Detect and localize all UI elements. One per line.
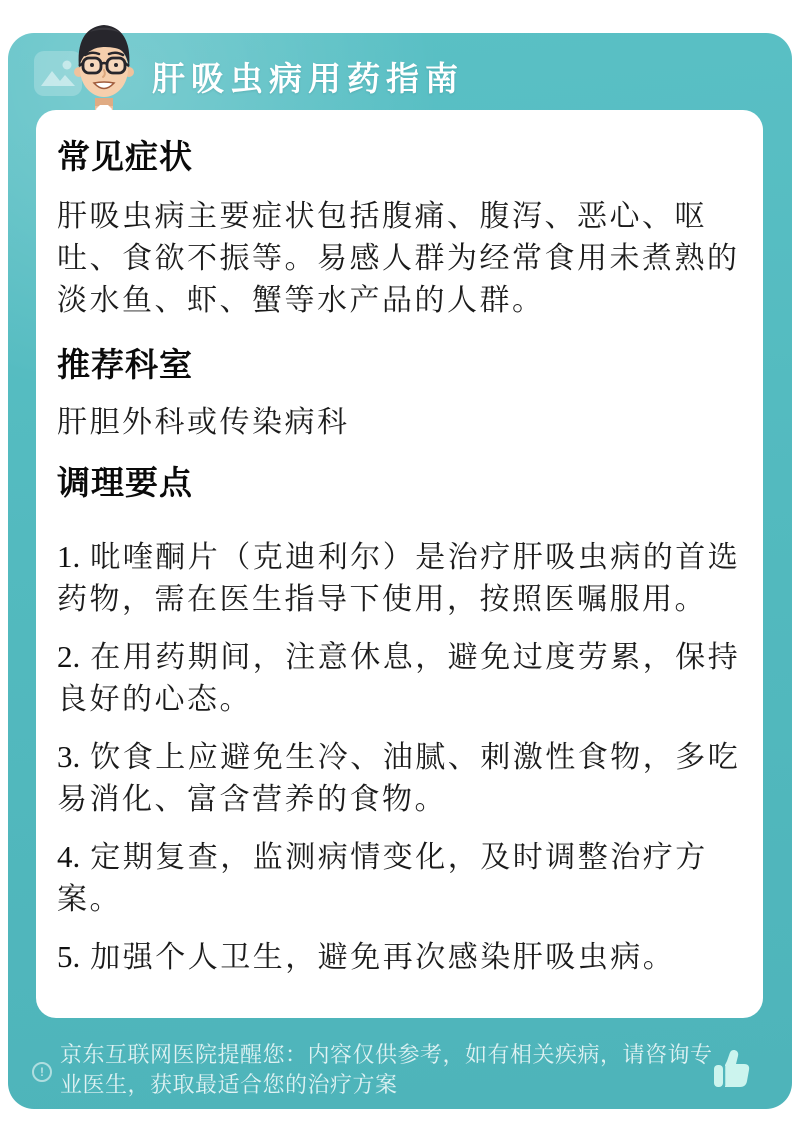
care-item	[57, 636, 742, 721]
care-item-text: 吡喹酮片（克迪利尔）是治疗肝吸虫病的首选药物，需在医生指导下使用，按照医嘱服用。	[57, 541, 741, 616]
section-heading-care: 调理要点	[57, 464, 193, 501]
section-heading-department: 推荐科室	[57, 346, 193, 383]
care-item-number: 1.	[57, 539, 81, 574]
page-title: 肝吸虫病用药指南	[152, 60, 464, 97]
care-item	[57, 836, 742, 921]
care-item	[57, 736, 742, 821]
section-heading-symptoms: 常见症状	[57, 138, 193, 175]
info-icon: !	[32, 1062, 52, 1082]
care-item-number: 3.	[57, 739, 81, 774]
disclaimer-text: 京东互联网医院提醒您：内容仅供参考，如有相关疾病，请咨询专业医生，获取最适合您的治疗方案	[60, 1042, 713, 1097]
poster-card	[8, 33, 792, 1109]
thumbs-up-icon[interactable]	[712, 1048, 752, 1090]
care-item	[57, 536, 742, 621]
department-text: 肝胆外科或传染病科	[57, 406, 350, 439]
care-item-text: 加强个人卫生，避免再次感染肝吸虫病。	[90, 941, 676, 974]
care-item-text: 在用药期间，注意休息，避免过度劳累，保持良好的心态。	[57, 641, 741, 716]
care-item	[57, 936, 742, 979]
symptoms-text: 肝吸虫病主要症状包括腹痛、腹泻、恶心、呕吐、食欲不振等。易感人群为经常食用未煮熟的淡水鱼、虾、蟹等水产品的人群。	[57, 200, 740, 317]
care-item-text: 定期复查，监测病情变化，及时调整治疗方案。	[57, 841, 708, 916]
care-item-number: 4.	[57, 839, 81, 874]
care-item-number: 5.	[57, 939, 81, 974]
disclaimer-bar	[8, 1018, 792, 1109]
care-item-number: 2.	[57, 639, 81, 674]
care-item-text: 饮食上应避免生冷、油腻、刺激性食物，多吃易消化、富含营养的食物。	[57, 741, 741, 816]
content-card	[36, 110, 763, 1018]
